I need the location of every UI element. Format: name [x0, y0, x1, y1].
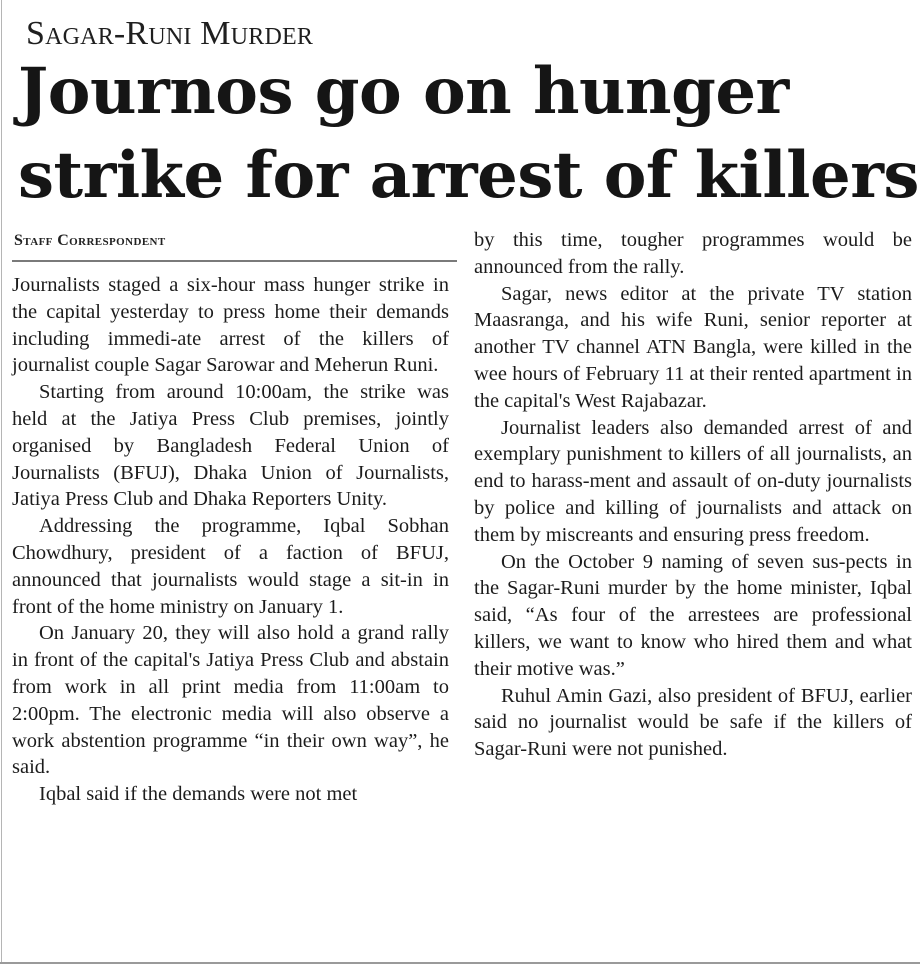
- clipping-left-edge: [1, 0, 2, 964]
- paragraph: Journalist leaders also demanded arrest of and exemplary punishment to killers of all journalists, an end to harass-ment and assault of on-duty journalists by police and killing of journalists and attack on them by miscreants and ensuring press freedom.: [474, 416, 912, 546]
- paragraph: Ruhul Amin Gazi, also president of BFUJ, earlier said no journalist would be safe if the killers of Sagar-Runi were not punished.: [474, 684, 912, 761]
- clipping-bottom-edge: [0, 962, 920, 964]
- paragraph: On January 20, they will also hold a grand rally in front of the capital's Jatiya Press Club and abstain from work in all print media from 11:00am to 2:00pm. The electronic media will also observe a work abstention programme “in their own way”, he said.: [12, 622, 449, 779]
- paragraph: Starting from around 10:00am, the strike was held at the Jatiya Press Club premises, jointly organised by Bangladesh Federal Union of Journalists (BFUJ), Dhaka Union of Journalists, Jatiya Press Club and Dhaka Reporters Unity.: [12, 381, 449, 511]
- headline-line-2: strike for arrest of killers: [18, 138, 919, 213]
- article-column-right: [474, 227, 912, 763]
- paragraph: Iqbal said if the demands were not met: [39, 783, 358, 806]
- article-column-left: [12, 272, 449, 808]
- kicker-text: Sagar-Runi Murder: [26, 15, 314, 52]
- kicker: [26, 14, 313, 54]
- paragraph: Addressing the programme, Iqbal Sobhan Chowdhury, president of a faction of BFUJ, announced that journalists would stage a sit-in in front of the home ministry on January 1.: [12, 515, 449, 618]
- byline-rule: [12, 260, 457, 262]
- paragraph: Journalists staged a six-hour mass hunger strike in the capital yesterday to press home their demands including immedi-ate arrest of the killers of journalist couple Sagar Sarowar and Meherun Runi.: [12, 274, 449, 377]
- headline: [18, 50, 918, 218]
- paragraph: On the October 9 naming of seven sus-pects in the Sagar-Runi murder by the home minister, Iqbal said, “As four of the arrestees are professional killers, we want to know who hired them and what their motive was.”: [474, 550, 912, 680]
- paragraph: by this time, tougher programmes would be announced from the rally.: [474, 229, 912, 278]
- byline: Staff Correspondent: [14, 232, 166, 249]
- paragraph: Sagar, news editor at the private TV station Maasranga, and his wife Runi, senior reporter at another TV channel ATN Bangla, were killed in the wee hours of February 11 at their rented apartment in the capital's West Rajabazar.: [474, 282, 912, 412]
- headline-line-1: Journos go on hunger: [18, 54, 789, 129]
